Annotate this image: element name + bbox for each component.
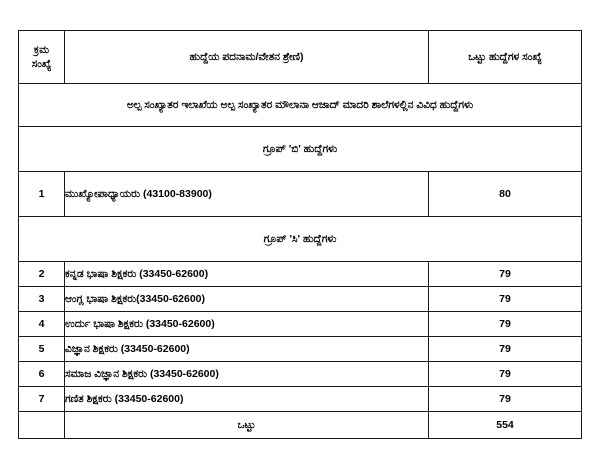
row-serial-no: 5 [19,337,65,362]
row-serial-no: 3 [19,287,65,312]
table-total-row [19,412,582,439]
group-title-c: ಗ್ರೂಪ್ 'ಸಿ' ಹುದ್ದೆಗಳು [19,217,582,262]
row-designation: ಗಣಿತ ಶಿಕ್ಷಕರು (33450-62600) [65,387,429,412]
table-subtitle: ಅಲ್ಪ ಸಂಖ್ಯಾತರ ಇಲಾಖೆಯ ಅಲ್ಪ ಸಂಖ್ಯಾತರ ಮೌಲಾನಾ ಆಜಾದ್ ಮಾದರಿ ಶಾಲೆಗಳಲ್ಲಿನ ವಿವಿಧ ಹುದ್ದೆಗಳು [19,84,582,127]
header-serial-no-line1: ಕ್ರಮ [33,43,50,56]
table-row [19,262,582,287]
table-row [19,362,582,387]
row-count: 79 [429,337,582,362]
header-total-posts: ಒಟ್ಟು ಹುದ್ದೆಗಳ ಸಂಖ್ಯೆ [429,31,582,84]
row-serial-no: 1 [19,172,65,217]
row-serial-no: 2 [19,262,65,287]
total-label: ಒಟ್ಟು [65,412,429,439]
row-designation: ವಿಜ್ಞಾನ ಶಿಕ್ಷಕರು (33450-62600) [65,337,429,362]
table-subtitle-row [19,84,582,127]
header-designation: ಹುದ್ದೆಯ ಪದನಾಮ/ವೇತನ ಶ್ರೇಣಿ) [65,31,429,84]
row-serial-no: 6 [19,362,65,387]
row-designation: ಸಮಾಜ ವಿಜ್ಞಾನ ಶಿಕ್ಷಕರು (33450-62600) [65,362,429,387]
row-serial-no: 7 [19,387,65,412]
row-designation: ಕನ್ನಡ ಭಾಷಾ ಶಿಕ್ಷಕರು (33450-62600) [65,262,429,287]
row-designation: ಆಂಗ್ಲ ಭಾಷಾ ಶಿಕ್ಷಕರು(33450-62600) [65,287,429,312]
table-row [19,337,582,362]
row-count: 79 [429,262,582,287]
row-count: 80 [429,172,582,217]
table-row [19,287,582,312]
table-row [19,172,582,217]
row-serial-no: 4 [19,312,65,337]
table-header-row [19,31,582,84]
row-count: 79 [429,387,582,412]
total-empty-cell [19,412,65,439]
group-header-row-c [19,217,582,262]
row-count: 79 [429,362,582,387]
header-serial-no-line2: ಸಂಖ್ಯೆ [31,58,52,70]
table-row [19,312,582,337]
table-row [19,387,582,412]
row-designation: ಮುಖ್ಯೋಪಾಧ್ಯಾಯರು (43100-83900) [65,172,429,217]
row-count: 79 [429,287,582,312]
header-serial-no [19,31,65,84]
group-title-b: ಗ್ರೂಪ್ 'ಬಿ' ಹುದ್ದೆಗಳು [19,127,582,172]
group-header-row-b [19,127,582,172]
row-designation: ಉರ್ದು ಭಾಷಾ ಶಿಕ್ಷಕರು (33450-62600) [65,312,429,337]
row-count: 79 [429,312,582,337]
total-value: 554 [429,412,582,439]
posts-table [18,30,582,439]
